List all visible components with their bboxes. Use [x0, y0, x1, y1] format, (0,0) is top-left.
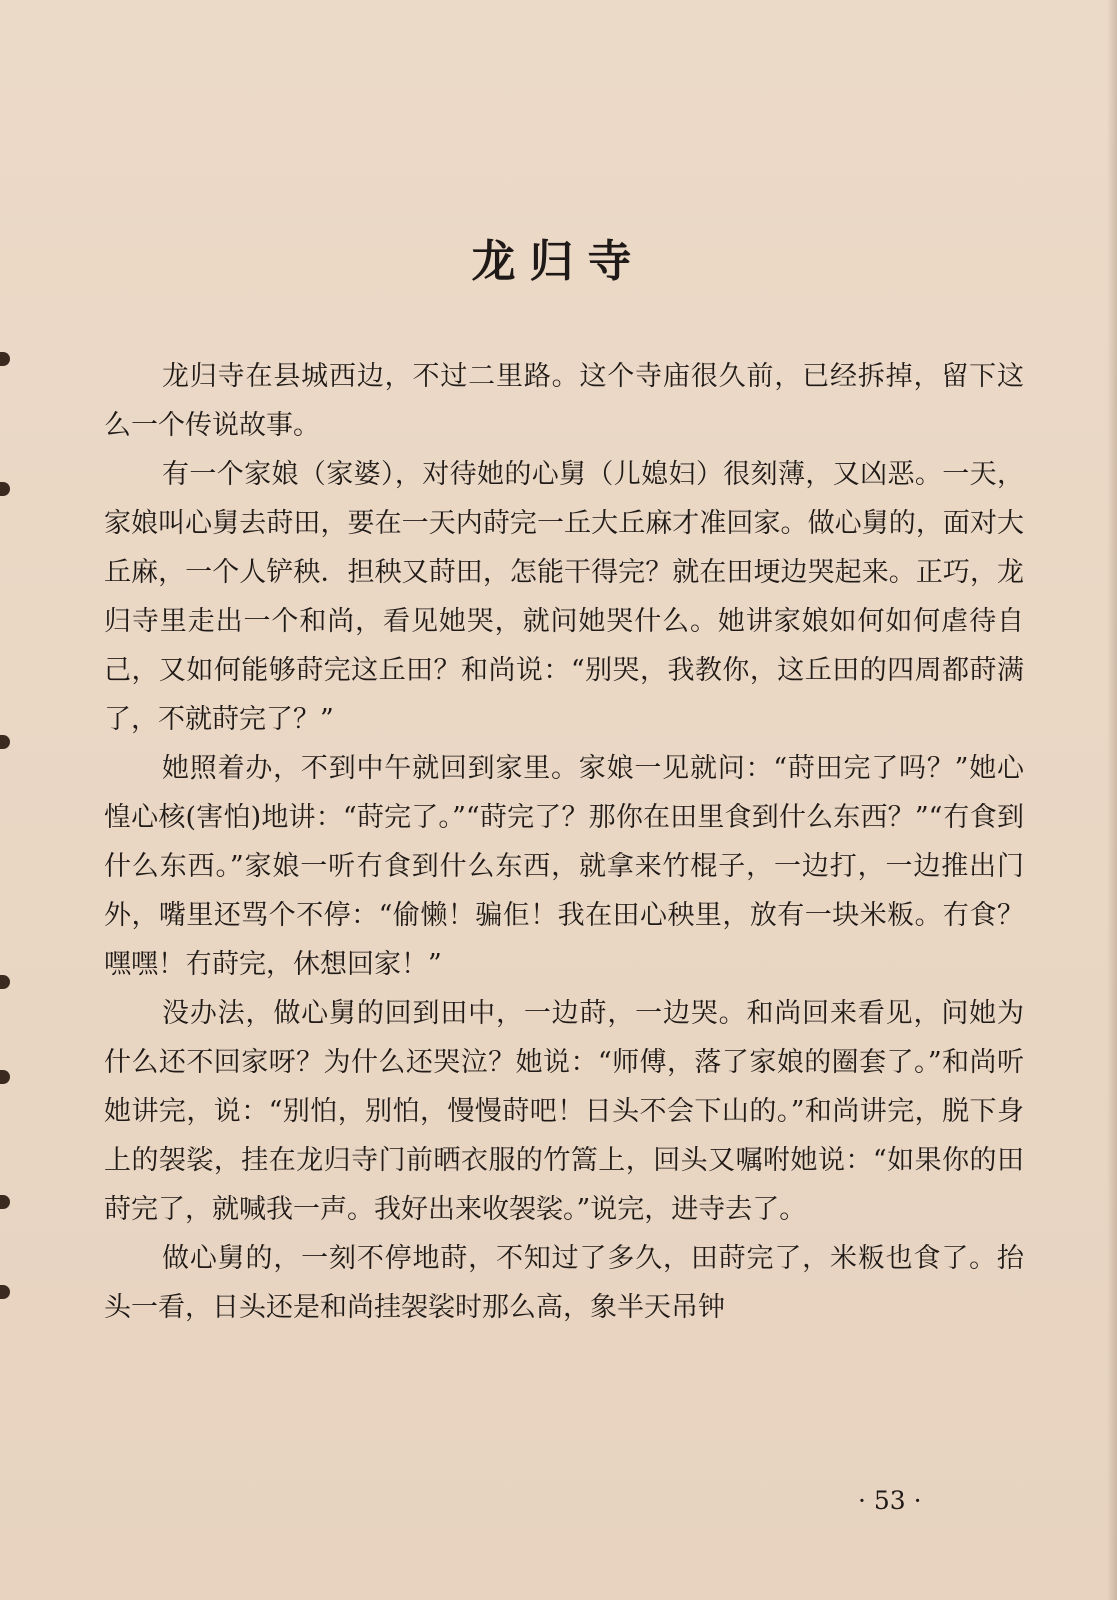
binding-hole-mark: [0, 735, 10, 749]
binding-hole-mark: [0, 1285, 10, 1299]
paragraph: 没办法，做心舅的回到田中，一边莳，一边哭。和尚回来看见，问她为什么还不回家呀？为什么还哭泣？她说：“师傅，落了家娘的圈套了。”和尚听她讲完，说：“别怕，别怕，慢慢莳吧！日头不会下山的。”和尚讲完，脱下身上的袈裟，挂在龙归寺门前晒衣服的竹篙上，回头又嘱咐她说：“如果你的田莳完了，就喊我一声。我好出来收袈裟。”说完，进寺去了。: [104, 998, 1024, 1225]
binding-hole-mark: [0, 1195, 10, 1209]
binding-hole-mark: [0, 975, 10, 989]
paragraph: 做心舅的，一刻不停地莳，不知过了多久，田莳完了，米粄也食了。抬头一看，日头还是和尚挂袈裟时那么高，象半天吊钟: [104, 1243, 1024, 1323]
story-text: [104, 352, 1024, 1332]
paragraph: 她照着办，不到中午就回到家里。家娘一见就问：“莳田完了吗？”她心惶心核(害怕)地讲：“莳完了。”“莳完了？那你在田里食到什么东西？”“冇食到什么东西。”家娘一听冇食到什么东西，就拿来竹棍子，一边打，一边推出门外，嘴里还骂个不停：“偷懒！骗佢！我在田心秧里，放有一块米粄。冇食？嘿嘿！冇莳完，休想回家！”: [104, 753, 1024, 980]
binding-hole-mark: [0, 352, 10, 366]
paragraph: 龙归寺在县城西边，不过二里路。这个寺庙很久前，已经拆掉，留下这么一个传说故事。: [104, 361, 1024, 441]
page-number: · 53 ·: [858, 1486, 922, 1515]
binding-hole-mark: [0, 1070, 10, 1084]
binding-hole-mark: [0, 482, 10, 496]
chapter-title: 龙归寺: [471, 236, 646, 287]
paragraph: 有一个家娘（家婆），对待她的心舅（儿媳妇）很刻薄，又凶恶。一天，家娘叫心舅去莳田，要在一天内莳完一丘大丘麻才准回家。做心舅的，面对大丘麻，一个人铲秧．担秧又莳田，怎能干得完？就在田埂边哭起来。正巧，龙归寺里走出一个和尚，看见她哭，就问她哭什么。她讲家娘如何如何虐待自己，又如何能够莳完这丘田？和尚说：“别哭，我教你，这丘田的四周都莳满了，不就莳完了？”: [104, 459, 1024, 735]
